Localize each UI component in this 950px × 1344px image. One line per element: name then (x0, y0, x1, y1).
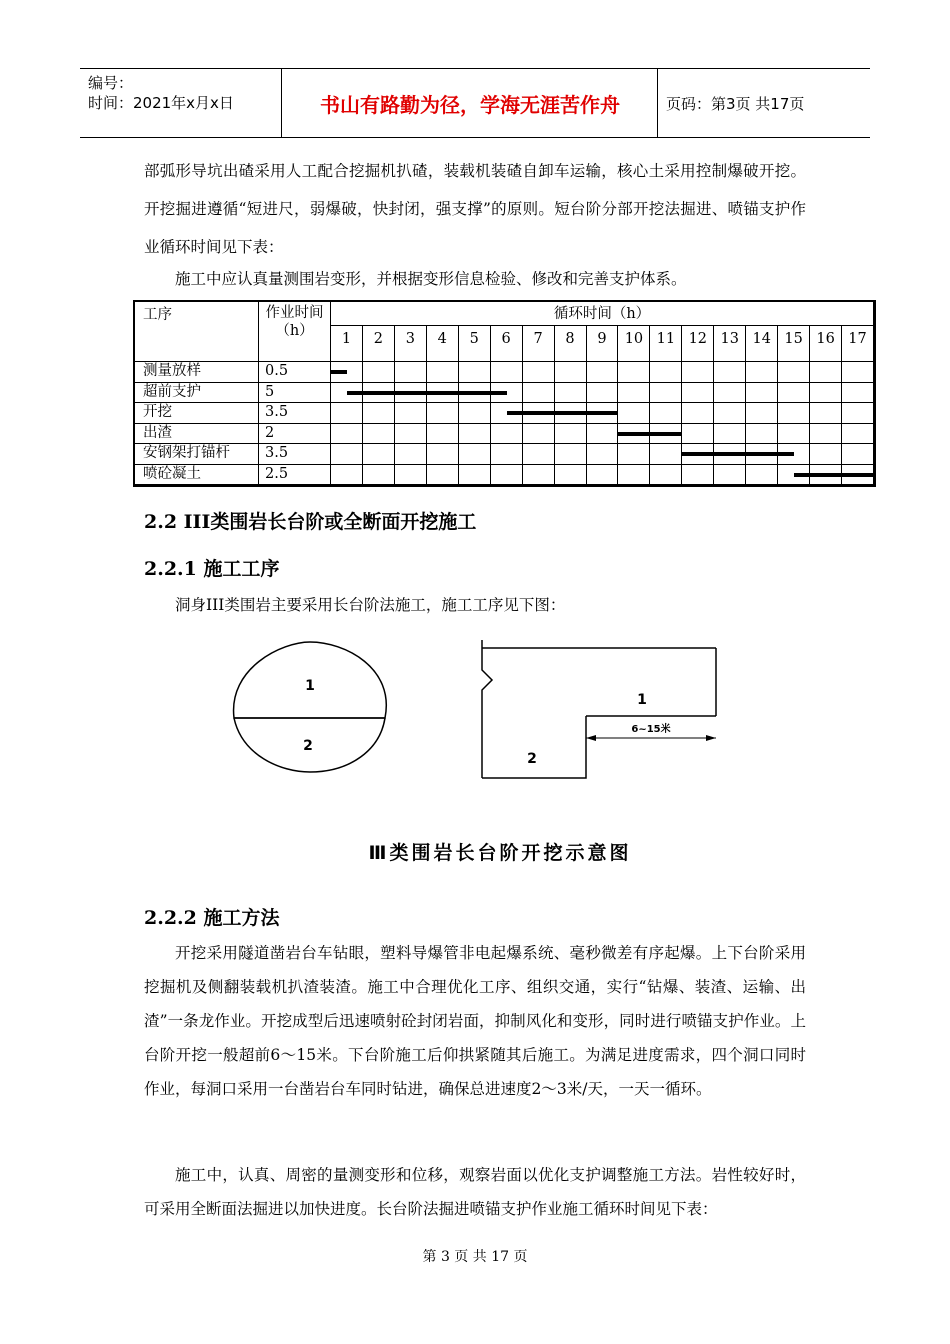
grid-cell (587, 444, 619, 465)
section-2-2-2-paragraph-1: 开挖采用隧道凿岩台车钻眼，塑料导爆管非电起爆系统、毫秒微差有序起爆。上下台阶采用挖掘机及侧翻装载机扒渣装渣。施工中合理优化工序、组织交通，实行“钻爆、装渣、运输、出渣”一条龙作业。开挖成型后迅速喷射砼封闭岩面，抑制风化和变形，同时进行喷锚支护作业。上台阶开挖一般超前6～15米。下台阶施工后仰拱紧随其后施工。为满足进度需求，四个洞口同时作业，每洞口采用一台凿岩台车同时钻进，确保总进速度2～3米/天，一天一循环。 (144, 944, 806, 1098)
row-duration: 2.5 (259, 465, 331, 486)
gantt-bar (794, 473, 874, 477)
grid-cell (650, 383, 682, 404)
grid-cell (746, 362, 778, 383)
grid-cell (842, 444, 874, 465)
gantt-bar (682, 452, 794, 456)
cycle-time-table (133, 300, 876, 487)
grid-cell (587, 465, 619, 486)
document-number-label: 编号： (88, 74, 134, 92)
longitudinal-label-upper: 1 (637, 692, 647, 708)
grid-cell (618, 403, 650, 424)
page-header (80, 68, 870, 138)
grid-cell (427, 444, 459, 465)
hour-header-15: 15 (778, 326, 810, 362)
gantt-bar (331, 370, 347, 374)
grid-cell (395, 424, 427, 445)
intro-paragraph-1: 部弧形导坑出碴采用人工配合挖掘机扒碴，装载机装碴自卸车运输，核心土采用控制爆破开挖。开挖掘进遵循“短进尺，弱爆破，快封闭，强支撑”的原则。短台阶分部开挖法掘进、喷锚支护作业循环时间见下表： (144, 162, 806, 256)
grid-cell (810, 362, 842, 383)
grid-cell (778, 362, 810, 383)
grid-cell (682, 465, 714, 486)
dimension-arrow-left (586, 735, 596, 741)
grid-cell (395, 444, 427, 465)
grid-cell (331, 444, 363, 465)
grid-cell (746, 403, 778, 424)
document-date: 时间：2021年x月x日 (88, 94, 234, 112)
grid-cell (427, 362, 459, 383)
row-process-name: 出渣 (135, 424, 259, 445)
grid-cell (395, 465, 427, 486)
grid-cell (427, 424, 459, 445)
grid-cell (459, 444, 491, 465)
grid-cell (778, 424, 810, 445)
section-title-2-2-1: 2.2.1 施工工序 (144, 558, 280, 580)
lower-bench-line (482, 716, 586, 778)
grid-cell (714, 403, 746, 424)
row-process-name: 测量放样 (135, 362, 259, 383)
grid-cell (555, 362, 587, 383)
grid-cell (523, 465, 555, 486)
grid-cell (650, 465, 682, 486)
grid-cell (810, 444, 842, 465)
grid-cell (618, 465, 650, 486)
header-cycle: 循环时间（h） (331, 302, 874, 326)
row-duration: 3.5 (259, 403, 331, 424)
row-duration: 2 (259, 424, 331, 445)
grid-cell (523, 362, 555, 383)
hour-header-11: 11 (650, 326, 682, 362)
grid-cell (810, 403, 842, 424)
grid-cell (778, 403, 810, 424)
bench-excavation-figure (220, 630, 740, 790)
grid-cell (618, 444, 650, 465)
row-duration: 5 (259, 383, 331, 404)
grid-cell (459, 403, 491, 424)
hour-header-14: 14 (746, 326, 778, 362)
grid-cell (523, 383, 555, 404)
hour-header-6: 6 (491, 326, 523, 362)
grid-cell (842, 424, 874, 445)
grid-cell (331, 424, 363, 445)
distance-label: 6~15米 (631, 724, 671, 735)
grid-cell (746, 465, 778, 486)
header-meta (80, 69, 282, 137)
grid-cell (363, 362, 395, 383)
figure-caption: Ⅲ类围岩长台阶开挖示意图 (368, 842, 632, 864)
grid-cell (842, 383, 874, 404)
gantt-bar (347, 391, 507, 395)
section-title-2-2: 2.2 III类围岩长台阶或全断面开挖施工 (144, 511, 477, 533)
row-duration: 0.5 (259, 362, 331, 383)
hour-header-2: 2 (363, 326, 395, 362)
header-page-info: 页码：第3页 共17页 (666, 94, 805, 113)
grid-cell (555, 465, 587, 486)
grid-cell (714, 465, 746, 486)
hour-header-16: 16 (810, 326, 842, 362)
grid-cell (331, 403, 363, 424)
grid-cell (650, 444, 682, 465)
grid-cell (459, 465, 491, 486)
grid-cell (650, 362, 682, 383)
grid-cell (363, 465, 395, 486)
grid-cell (555, 383, 587, 404)
grid-cell (395, 403, 427, 424)
grid-cell (587, 383, 619, 404)
header-duration: 作业时间（h） (259, 302, 331, 362)
grid-cell (618, 362, 650, 383)
grid-cell (842, 362, 874, 383)
cross-section-label-upper: 1 (305, 678, 315, 694)
grid-cell (427, 403, 459, 424)
gantt-bar (507, 411, 619, 415)
grid-cell (682, 403, 714, 424)
grid-cell (714, 424, 746, 445)
grid-cell (714, 362, 746, 383)
hour-header-12: 12 (682, 326, 714, 362)
hour-header-17: 17 (842, 326, 874, 362)
grid-cell (746, 424, 778, 445)
grid-cell (363, 444, 395, 465)
grid-cell (682, 362, 714, 383)
grid-cell (491, 444, 523, 465)
grid-cell (842, 403, 874, 424)
grid-cell (491, 465, 523, 486)
grid-cell (810, 383, 842, 404)
row-process-name: 超前支护 (135, 383, 259, 404)
cross-section-label-lower: 2 (303, 738, 313, 754)
grid-cell (618, 383, 650, 404)
grid-cell (459, 424, 491, 445)
grid-cell (459, 362, 491, 383)
section-2-2-1-text: 洞身III类围岩主要采用长台阶法施工，施工工序见下图： (175, 596, 566, 614)
tunnel-face-line (482, 640, 492, 778)
grid-cell (395, 362, 427, 383)
grid-cell (363, 424, 395, 445)
row-process-name: 开挖 (135, 403, 259, 424)
row-process-name: 喷砼凝土 (135, 465, 259, 486)
grid-cell (491, 424, 523, 445)
header-process: 工序 (135, 302, 259, 362)
grid-cell (331, 465, 363, 486)
grid-cell (746, 383, 778, 404)
grid-cell (555, 424, 587, 445)
grid-cell (587, 362, 619, 383)
grid-cell (778, 383, 810, 404)
hour-header-13: 13 (714, 326, 746, 362)
hour-header-4: 4 (427, 326, 459, 362)
grid-cell (523, 424, 555, 445)
gantt-bar (618, 432, 682, 436)
grid-cell (650, 403, 682, 424)
row-duration: 3.5 (259, 444, 331, 465)
dimension-arrow-right (706, 735, 716, 741)
grid-cell (587, 424, 619, 445)
grid-cell (714, 383, 746, 404)
grid-cell (523, 444, 555, 465)
hour-header-7: 7 (523, 326, 555, 362)
grid-cell (363, 403, 395, 424)
hour-header-9: 9 (587, 326, 619, 362)
page-footer: 第 3 页 共 17 页 (422, 1249, 528, 1265)
grid-cell (555, 444, 587, 465)
grid-cell (682, 424, 714, 445)
grid-cell (427, 465, 459, 486)
row-process-name: 安钢架打锚杆 (135, 444, 259, 465)
section-2-2-2-paragraph-2: 施工中，认真、周密的量测变形和位移，观察岩面以优化支护调整施工方法。岩性较好时，可采用全断面法掘进以加快进度。长台阶法掘进喷锚支护作业施工循环时间见下表： (144, 1166, 806, 1218)
longitudinal-label-lower: 2 (527, 751, 537, 767)
hour-header-1: 1 (331, 326, 363, 362)
grid-cell (491, 362, 523, 383)
hour-header-8: 8 (555, 326, 587, 362)
intro-paragraph-2: 施工中应认真量测围岩变形，并根据变形信息检验、修改和完善支护体系。 (175, 270, 687, 288)
section-title-2-2-2: 2.2.2 施工方法 (144, 907, 280, 929)
hour-header-10: 10 (618, 326, 650, 362)
header-motto: 书山有路勤为径，学海无涯苦作舟 (283, 69, 658, 137)
grid-cell (682, 383, 714, 404)
hour-header-3: 3 (395, 326, 427, 362)
hour-header-5: 5 (459, 326, 491, 362)
grid-cell (810, 424, 842, 445)
